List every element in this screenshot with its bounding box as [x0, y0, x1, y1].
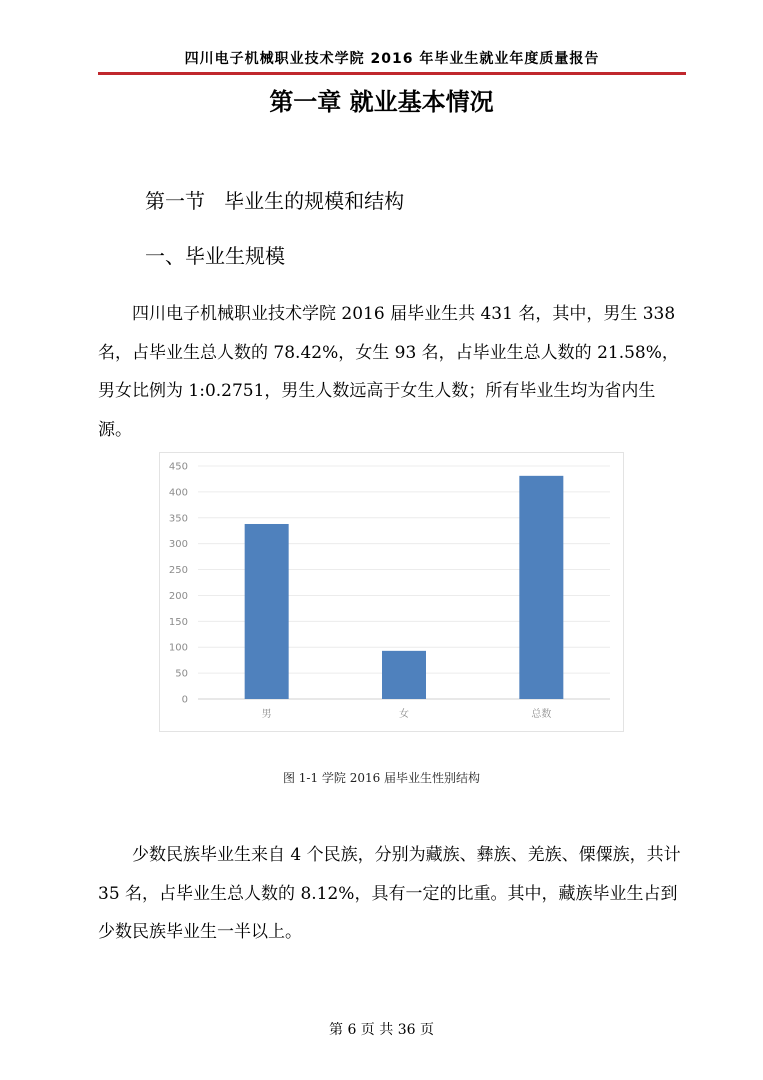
y-tick-label: 400: [168, 487, 188, 499]
x-tick-label: 男: [261, 709, 272, 720]
y-tick-label: 250: [168, 565, 188, 577]
y-tick-label: 0: [181, 694, 188, 706]
y-tick-label: 100: [168, 642, 188, 654]
subsection-title: 一、毕业生规模: [145, 244, 285, 268]
y-tick-label: 350: [168, 513, 188, 525]
gender-structure-chart: [159, 452, 624, 732]
y-tick-label: 150: [168, 616, 188, 628]
report-header: 四川电子机械职业技术学院 2016 年毕业生就业年度质量报告: [184, 51, 600, 67]
y-tick-label: 450: [168, 461, 188, 473]
chapter-title: 第一章 就业基本情况: [269, 88, 494, 116]
paragraph-minority: [98, 836, 686, 952]
y-tick-label: 50: [175, 668, 188, 680]
x-tick-label: 总数: [531, 709, 552, 720]
y-tick-label: 300: [168, 539, 188, 551]
bar-2: [519, 476, 563, 699]
bar-1: [382, 651, 426, 699]
bar-0: [245, 524, 289, 699]
x-tick-label: 女: [399, 709, 409, 720]
figure-caption: 图 1-1 学院 2016 届毕业生性别结构: [282, 771, 481, 785]
section-title: 第一节 毕业生的规模和结构: [145, 189, 405, 213]
bar-chart-svg: [160, 453, 623, 731]
paragraph-text: 四川电子机械职业技术学院 2016 届毕业生共 431 名，其中，男生 338 名，占毕业生总人数的 78.42%，女生 93 名，占毕业生总人数的 21.58%，男女比例为 1:0.2751，男生人数远高于女生人数；所有毕业生均为省内生源。: [98, 304, 679, 440]
paragraph-text: 少数民族毕业生来自 4 个民族，分别为藏族、彝族、羌族、傈僳族，共计 35 名，占毕业生总人数的 8.12%，具有一定的比重。其中，藏族毕业生占到少数民族毕业生一半以上。: [98, 845, 681, 942]
paragraph-graduate-scale: [98, 295, 686, 449]
header-rule: [98, 72, 686, 75]
y-tick-label: 200: [168, 590, 188, 602]
page-footer: 第 6 页 共 36 页: [329, 1022, 434, 1038]
